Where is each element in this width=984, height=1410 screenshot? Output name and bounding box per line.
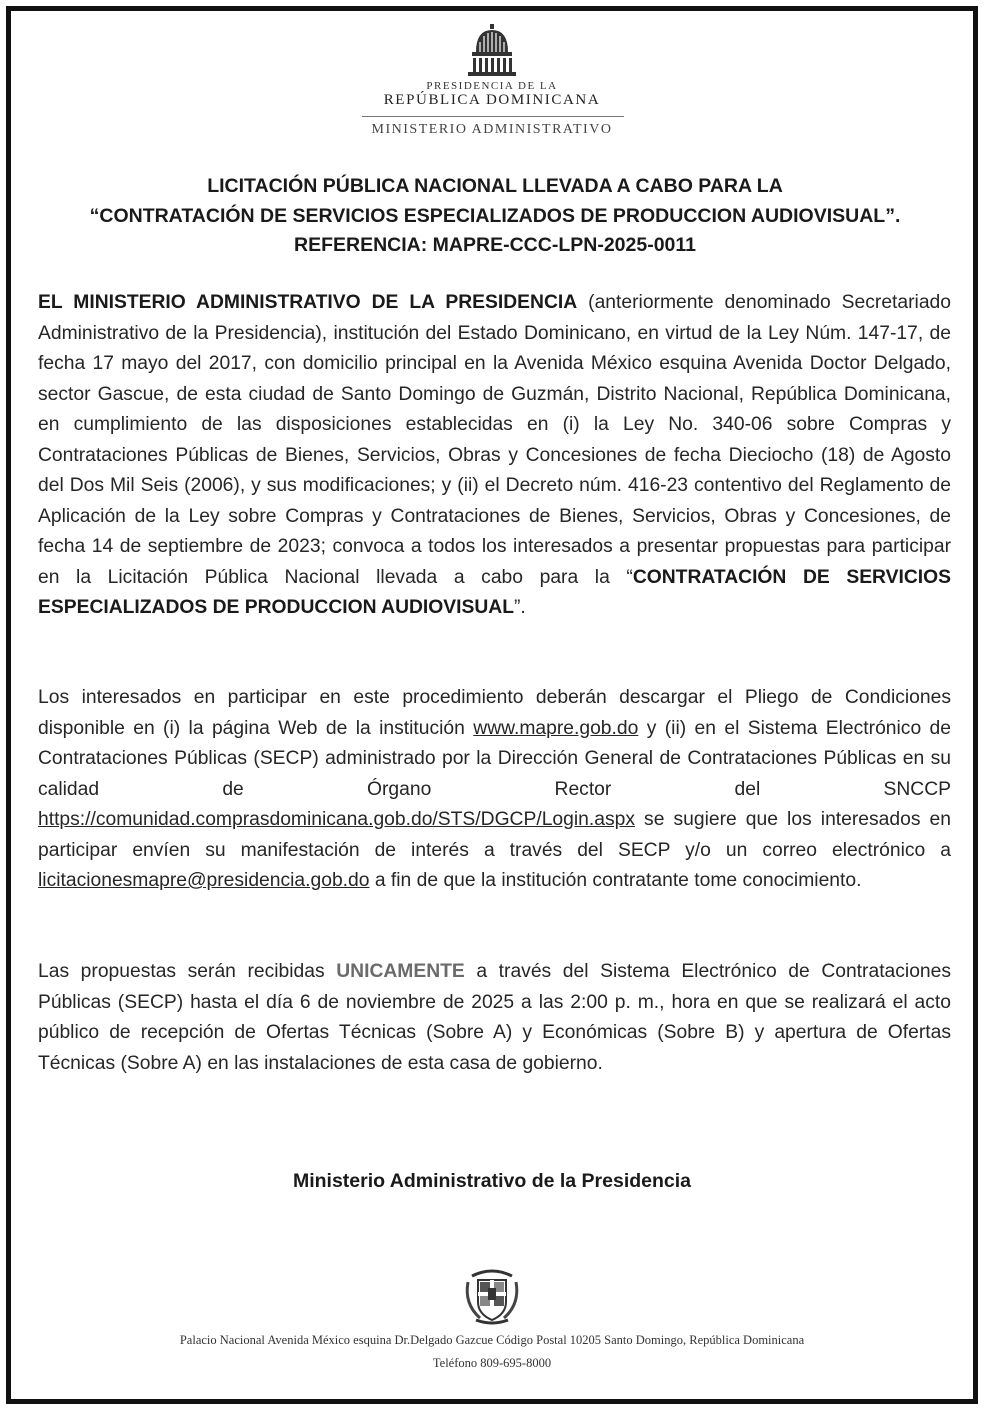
ministry-lead: EL MINISTERIO ADMINISTRATIVO DE LA PRESIDENCIA: [38, 292, 578, 313]
dome-icon: [464, 22, 520, 78]
paragraph-instructions: [38, 683, 951, 897]
convocation-text: (anteriormente denominado Secretariado Administrativo de la Presidencia), institución del Estado Dominicano, en virtud de la Ley Núm. 147-17, de fecha 17 mayo del 2017, con domicilio principal en la Avenida México esquina Avenida Doctor Delgado, sector Gascue, de esta ciudad de Santo Domingo de Guzmán, Distrito Nacional, República Dominicana, en cumplimiento de las disposiciones establecidas en (i) la Ley No. 340-06 sobre Compras y Contrataciones Públicas de Bienes, Servicios, Obras y Concesiones de fecha Dieciocho (18) de Agosto del Dos Mil Seis (2006), y sus modificaciones; y (ii) el Decreto núm. 416-23 contentivo del Reglamento de Aplicación de la Ley sobre Compras y Contrataciones de Bienes, Servicios, Obras y Concesiones, de fecha 14 de septiembre de 2023; convoca a todos los interesados a presentar propuestas para participar en la Licitación Pública Nacional llevada a cabo para la “: [38, 292, 951, 588]
convocation-end: ”.: [514, 597, 526, 618]
signature: Ministerio Administrativo de la Presidencia: [292, 1170, 692, 1192]
palace-dome-logo: [0, 22, 984, 78]
presidency-line: PRESIDENCIA DE LA: [426, 80, 558, 92]
paragraph-convocation: [38, 288, 951, 624]
instructions-text-2: y (ii) en el Sistema Electrónico de Contrataciones Públicas (SECP) administrado por la Dirección General de Contrataciones Públicas en su calidad de Órgano Rector del SNCCP: [38, 717, 951, 800]
instructions-text-4: a fin de que la institución contratante tome conocimiento.: [369, 870, 862, 891]
unicamente-emphasis: UNICAMENTE: [336, 961, 465, 982]
ministry-name: MINISTERIO ADMINISTRATIVO: [371, 122, 613, 137]
footer-phone: Teléfono 809-695-8000: [432, 1356, 552, 1370]
paragraph-deadline: [38, 957, 951, 1079]
coat-of-arms-logo: [462, 1264, 522, 1331]
instructions-text-1: Los interesados en participar en este procedimiento deberán descargar el Pliego de Condiciones disponible en (i) la página Web de la institución: [38, 687, 951, 739]
contract-name: CONTRATACIÓN DE SERVICIOS ESPECIALIZADOS DE PRODUCCION AUDIOVISUAL: [38, 566, 951, 618]
title-reference: REFERENCIA: MAPRE-CCC-LPN-2025-0011: [294, 234, 696, 256]
title-line-2: “CONTRATACIÓN DE SERVICIOS ESPECIALIZADOS DE PRODUCCION AUDIOVISUAL”.: [89, 204, 901, 227]
contact-email-link[interactable]: licitacionesmapre@presidencia.gob.do: [38, 870, 370, 891]
deadline-text-2: a través del Sistema Electrónico de Contrataciones Públicas (SECP) hasta el día 6 de noviembre de 2025 a las 2:00 p. m., hora en que se realizará el acto público de recepción de Ofertas Técnicas (Sobre A) y Económicas (Sobre B) y apertura de Ofertas Técnicas (Sobre A) en las instalaciones de esta casa de gobierno.: [38, 961, 952, 1074]
secp-portal-link[interactable]: https://comunidad.comprasdominicana.gob.do/STS/DGCP/Login.aspx: [38, 809, 635, 830]
republic-line: REPÚBLICA DOMINICANA: [383, 92, 601, 108]
header-divider: [362, 116, 624, 117]
coat-of-arms-icon: [462, 1264, 522, 1326]
deadline-text-1: Las propuestas serán recibidas: [38, 961, 337, 982]
footer-address: Palacio Nacional Avenida México esquina Dr.Delgado Gazcue Código Postal 10205 Santo Domingo, República Dominicana: [179, 1333, 805, 1347]
instructions-text-3: se sugiere que los interesados en participar envíen su manifestación de interés a través del SECP y/o un correo electrónico a: [38, 809, 951, 861]
mapre-website-link[interactable]: www.mapre.gob.do: [473, 717, 639, 739]
title-line-1: LICITACIÓN PÚBLICA NACIONAL LLEVADA A CABO PARA LA: [207, 175, 783, 197]
notice-title: [40, 172, 950, 261]
